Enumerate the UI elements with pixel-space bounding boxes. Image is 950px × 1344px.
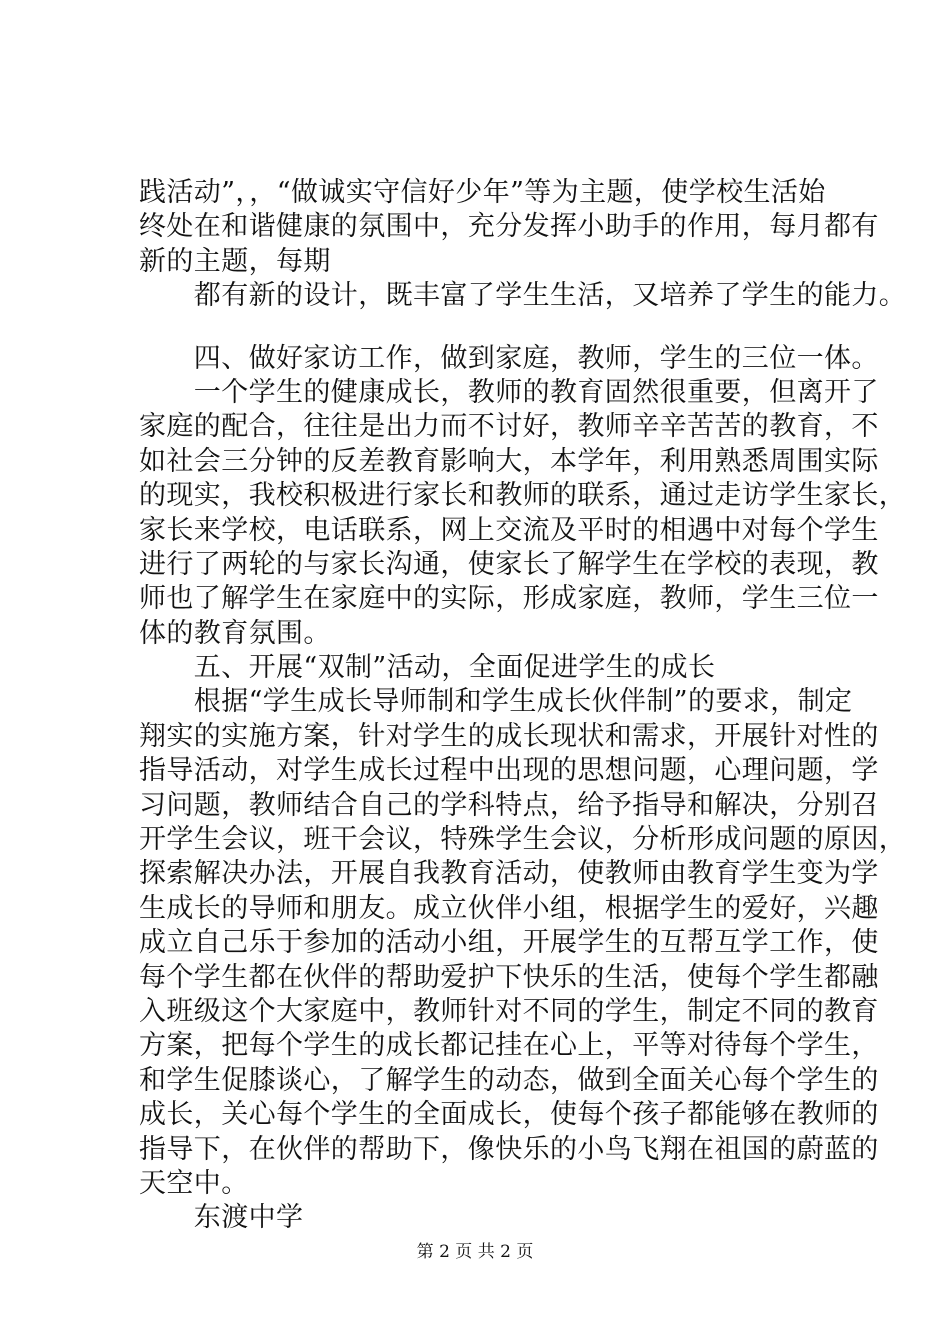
text-line: 家庭的配合，往往是出力而不讨好，教师辛辛苦苦的教育，不 — [139, 411, 879, 443]
text-line: 如社会三分钟的反差教育影响大，本学年，利用熟悉周围实际 — [139, 445, 879, 477]
paragraph-block-2 — [139, 342, 907, 1236]
text-line: 指导活动，对学生成长过程中出现的思想问题，心理问题，学 — [139, 755, 879, 787]
text-line: 天空中。 — [139, 1167, 249, 1199]
text-line: 成长，关心每个学生的全面成长，使每个孩子都能够在教师的 — [139, 1099, 879, 1131]
text-line: 进行了两轮的与家长沟通，使家长了解学生在学校的表现，教 — [139, 548, 879, 580]
text-line: 都有新的设计，既丰富了学生生活，又培养了学生的能力。 — [139, 280, 907, 312]
text-line: 师也了解学生在家庭中的实际，形成家庭，教师，学生三位一 — [139, 583, 879, 615]
text-line: 根据“学生成长导师制和学生成长伙伴制”的要求，制定 — [139, 686, 853, 718]
text-line: 的现实，我校积极进行家长和教师的联系，通过走访学生家长， — [139, 480, 907, 512]
section-heading-five: 五、开展“双制”活动，全面促进学生的成长 — [139, 652, 716, 684]
text-line: 一个学生的健康成长，教师的教育固然很重要，但离开了 — [139, 376, 879, 408]
section-heading-four: 四、做好家访工作，做到家庭，教师，学生的三位一体。 — [139, 342, 879, 374]
page-number-footer: 第 2 页 共 2 页 — [416, 1242, 534, 1262]
text-line: 生成长的导师和朋友。成立伙伴小组，根据学生的爱好，兴趣 — [139, 892, 879, 924]
text-line: 和学生促膝谈心，了解学生的动态，做到全面关心每个学生的 — [139, 1064, 879, 1096]
text-line: 践活动”，，“做诚实守信好少年”等为主题，使学校生活始 — [139, 177, 826, 208]
paragraph-gap — [139, 314, 851, 342]
text-line: 入班级这个大家庭中，教师针对不同的学生，制定不同的教育 — [139, 995, 879, 1027]
text-line: 方案，把每个学生的成长都记挂在心上，平等对待每个学生， — [139, 1030, 879, 1062]
text-line: 终处在和谐健康的氛围中，充分发挥小助手的作用，每月都有 — [139, 211, 879, 243]
text-line: 习问题，教师结合自己的学科特点，给予指导和解决，分别召 — [139, 789, 879, 821]
text-line: 成立自己乐于参加的活动小组，开展学生的互帮互学工作，使 — [139, 927, 879, 959]
document-body — [139, 176, 907, 1236]
text-line: 家长来学校，电话联系，网上交流及平时的相遇中对每个学生 — [139, 514, 879, 546]
text-line: 体的教育氛围。 — [139, 617, 331, 649]
paragraph-block-1 — [139, 176, 907, 314]
signature-school-name: 东渡中学 — [139, 1202, 304, 1234]
text-line: 新的主题，每期 — [139, 245, 331, 277]
text-line: 指导下，在伙伴的帮助下，像快乐的小鸟飞翔在祖国的蔚蓝的 — [139, 1133, 879, 1165]
text-line: 每个学生都在伙伴的帮助爱护下快乐的生活，使每个学生都融 — [139, 961, 879, 993]
text-line: 开学生会议，班干会议，特殊学生会议，分析形成问题的原因， — [139, 824, 907, 856]
text-line: 探索解决办法，开展自我教育活动，使教师由教育学生变为学 — [139, 858, 879, 890]
text-line: 翔实的实施方案，针对学生的成长现状和需求，开展针对性的 — [139, 720, 879, 752]
